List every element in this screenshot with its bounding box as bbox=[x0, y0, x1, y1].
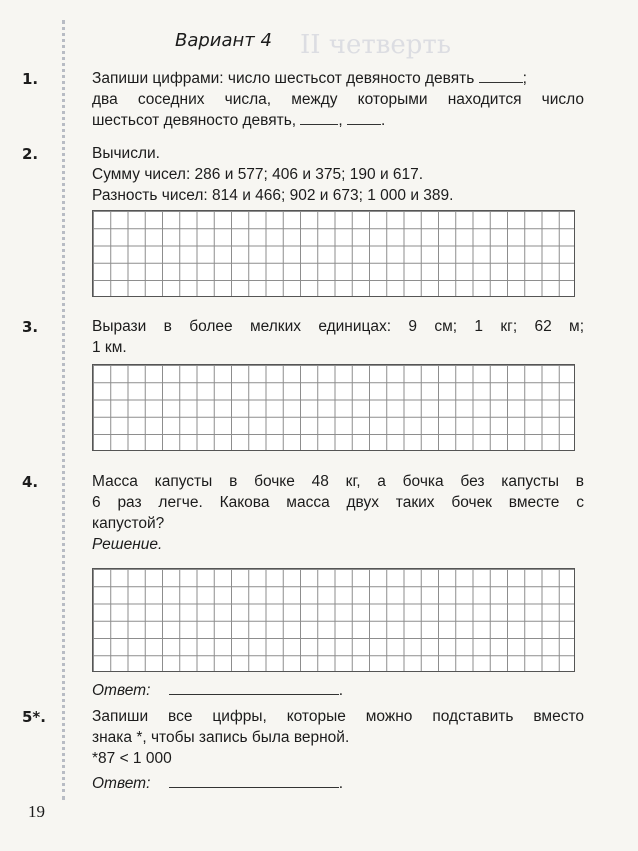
task-5-text-2: знака *, чтобы запись была верной. bbox=[92, 729, 350, 746]
task-4-text-2: 6 раз легче. Какова масса двух таких бочек вместе с bbox=[92, 494, 584, 511]
task-5-number: 5*. bbox=[22, 708, 46, 726]
task-4-solution-label: Решение. bbox=[92, 536, 163, 553]
task-2-work-grid[interactable] bbox=[92, 210, 575, 297]
task-1-answer-blank-1[interactable] bbox=[479, 68, 523, 83]
variant-title: Вариант 4 bbox=[175, 30, 272, 51]
task-1-text-2: два соседних числа, между которыми находится число bbox=[92, 91, 584, 108]
task-3-text-1: Вырази в более мелких единицах: 9 см; 1 кг; 62 м; bbox=[92, 318, 584, 335]
task-5-text-1: Запиши все цифры, которые можно подставить вместо bbox=[92, 708, 584, 725]
task-5-answer-blank[interactable] bbox=[169, 773, 339, 788]
task-4 bbox=[92, 471, 584, 555]
task-5-answer-period: . bbox=[338, 775, 344, 792]
task-1-answer-blank-2[interactable] bbox=[300, 110, 338, 125]
task-1-answer-blank-3[interactable] bbox=[347, 110, 381, 125]
task-2-text-1: Вычисли. bbox=[92, 145, 160, 162]
task-4-answer-row bbox=[92, 680, 343, 700]
task-1-comma: , bbox=[338, 112, 343, 129]
task-3-work-grid[interactable] bbox=[92, 364, 575, 451]
task-4-number: 4. bbox=[22, 473, 39, 491]
task-3-text-2: 1 км. bbox=[92, 339, 127, 356]
task-4-answer-period: . bbox=[338, 682, 344, 699]
task-5 bbox=[92, 706, 584, 769]
task-5-text-3: *87 < 1 000 bbox=[92, 750, 172, 767]
task-1 bbox=[92, 68, 584, 131]
task-3-number: 3. bbox=[22, 318, 39, 336]
task-2-text-2: Сумму чисел: 286 и 577; 406 и 375; 190 и 617. bbox=[92, 166, 424, 183]
task-1-period: . bbox=[381, 112, 386, 129]
task-5-answer-label: Ответ: bbox=[92, 775, 151, 792]
task-1-number: 1. bbox=[22, 70, 39, 88]
task-4-text-1: Масса капусты в бочке 48 кг, а бочка без капусты в bbox=[92, 473, 584, 490]
task-2-number: 2. bbox=[22, 145, 39, 163]
task-4-answer-label: Ответ: bbox=[92, 682, 151, 699]
task-1-line-3 bbox=[92, 110, 584, 131]
task-3 bbox=[92, 316, 584, 358]
margin-dotted-line bbox=[62, 20, 65, 800]
task-4-solution-grid[interactable] bbox=[92, 568, 575, 672]
task-1-line-1 bbox=[92, 68, 584, 89]
task-1-text-1: Запиши цифрами: число шестьсот девяносто девять bbox=[92, 70, 475, 87]
task-1-text-3: шестьсот девяносто девять, bbox=[92, 112, 297, 129]
task-1-semicolon: ; bbox=[522, 70, 527, 87]
page-number: 19 bbox=[28, 802, 45, 821]
bleed-through-heading: II четверть bbox=[300, 30, 451, 60]
task-4-text-3: капустой? bbox=[92, 515, 165, 532]
task-5-answer-row bbox=[92, 773, 343, 793]
task-4-answer-blank[interactable] bbox=[169, 680, 339, 695]
task-2-text-3: Разность чисел: 814 и 466; 902 и 673; 1 000 и 389. bbox=[92, 187, 454, 204]
task-2 bbox=[92, 143, 584, 206]
